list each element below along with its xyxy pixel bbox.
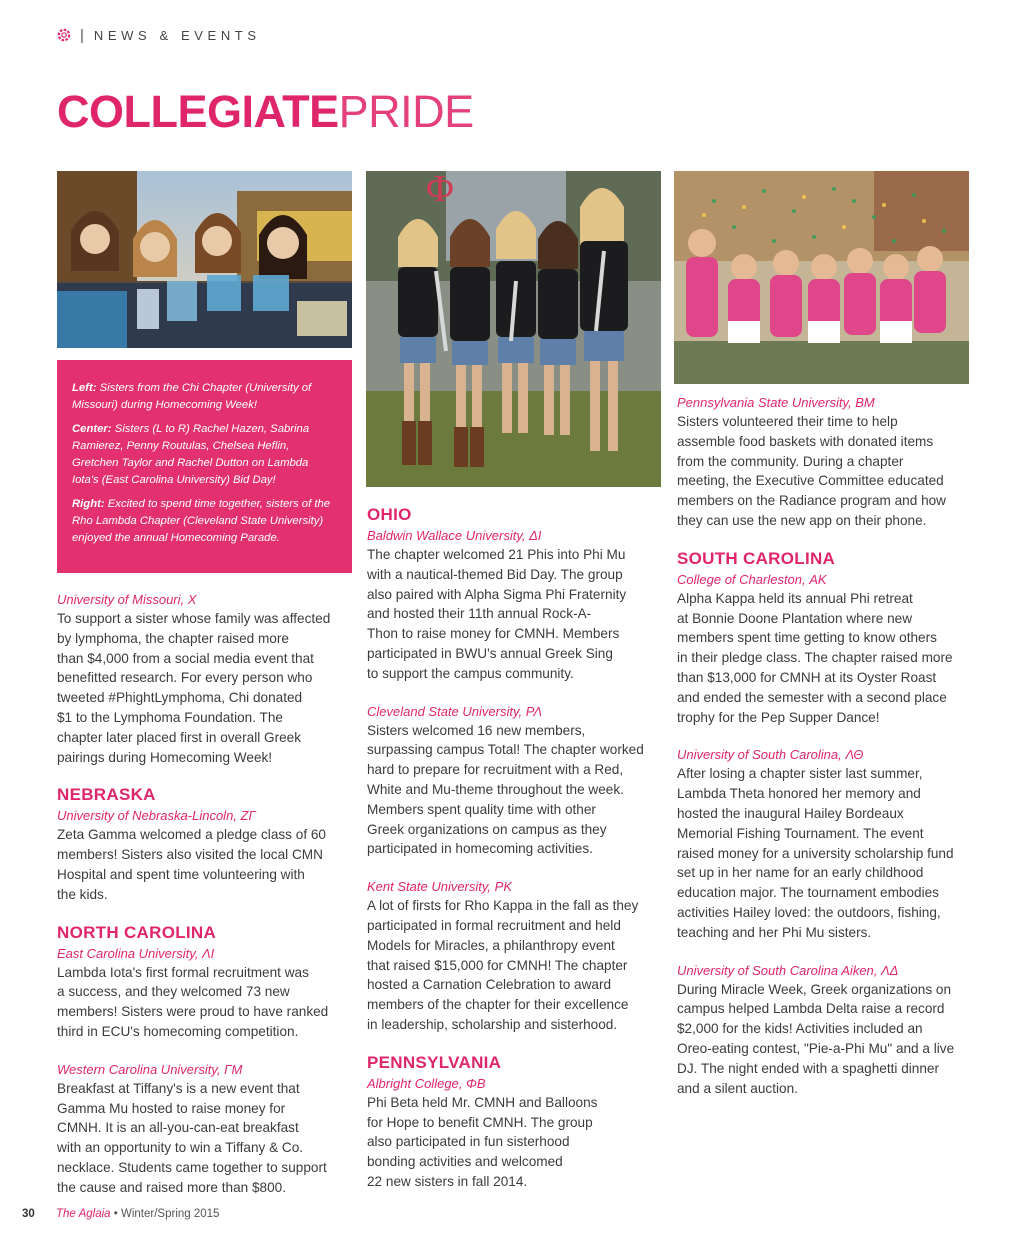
text-line: chapter later placed first in overall Greek — [57, 729, 302, 745]
text-line: tweeted #PhightLymphoma, Chi donated — [57, 690, 303, 706]
text-line: at Bonnie Doone Plantation where new — [677, 610, 913, 626]
text-line: activities Hailey loved: the outdoors, fishing, — [677, 904, 941, 920]
text-line: members of the chapter for their excellence — [367, 997, 629, 1013]
text-line: pairings during Homecoming Week! — [57, 749, 273, 765]
text-line: hosted a Carnation Celebration to award — [367, 977, 612, 993]
text-line: meeting, the Executive Committee educated — [677, 473, 944, 489]
text-line: in leadership, scholarship and sisterhood. — [367, 1016, 618, 1032]
text-line: third in ECU's homecoming competition. — [57, 1023, 299, 1039]
school-heading: Western Carolina University, ΓΜ — [57, 1061, 243, 1077]
article-body — [677, 764, 969, 942]
text-line: in their pledge class. The chapter raised more — [677, 650, 953, 666]
article-body — [57, 1079, 349, 1198]
text-line: hard to prepare for recruitment with a Red, — [367, 762, 624, 778]
caption-right-text: Excited to spend time together, sisters of the Rho Lambda Chapter (Cleveland State University) enjoyed the annual Homecoming Parade. — [72, 498, 331, 544]
caption-center-label: Center: — [72, 423, 112, 435]
article-body — [57, 963, 349, 1042]
article-body — [367, 896, 659, 1035]
text-line: A lot of firsts for Rho Kappa in the fall as they — [367, 898, 639, 914]
text-line: surpassing campus Total! The chapter worked — [367, 742, 644, 758]
text-line: bonding activities and welcomed — [367, 1154, 563, 1170]
text-line: Members spent quality time with other — [367, 801, 596, 817]
text-line: Gamma Mu hosted to raise money for — [57, 1100, 286, 1116]
text-line: teaching and her Phi Mu sisters. — [677, 924, 872, 940]
school-heading: University of Nebraska-Lincoln, ΖΓ — [57, 808, 256, 824]
text-line: trophy for the Pep Supper Dance! — [677, 709, 880, 725]
school-heading: East Carolina University, ΛΙ — [57, 945, 215, 961]
text-line: than $13,000 for CMNH at its Oyster Roast — [677, 669, 937, 685]
text-line: Lambda Iota's first formal recruitment was — [57, 964, 309, 980]
title-light: PRIDE — [338, 86, 474, 137]
text-line: Phi Beta held Mr. CMNH and Balloons — [367, 1094, 598, 1110]
text-line: The chapter welcomed 21 Phis into Phi Mu — [367, 547, 626, 562]
text-line: members spent time getting to know others — [677, 630, 937, 646]
text-line: hosted the inaugural Hailey Bordeaux — [677, 805, 904, 821]
text-line: Thon to raise money for CMNH. Members — [367, 626, 620, 642]
page-number: 30 — [22, 1208, 35, 1220]
text-line: participated in homecoming activities. — [367, 841, 593, 857]
photo-captions — [57, 360, 352, 573]
text-line: CMNH. It is an all-you-can-eat breakfast — [57, 1120, 299, 1136]
issue-label: Winter/Spring 2015 — [121, 1208, 220, 1220]
text-line: and ended the semester with a second place — [677, 689, 947, 705]
caption-right-label: Right: — [72, 498, 105, 510]
text-line: by lymphoma, the chapter raised more — [57, 630, 289, 646]
text-line: $1 to the Lymphoma Foundation. The — [57, 709, 283, 725]
text-line: Zeta Gamma welcomed a pledge class of 60 — [57, 827, 326, 843]
text-line: set up in her name for an early childhood — [677, 865, 924, 881]
title-bold: COLLEGIATE — [57, 86, 339, 137]
text-line: Hospital and spent time volunteering with — [57, 866, 305, 882]
header-separator: | — [80, 26, 84, 44]
text-line: from the community. During a chapter — [677, 453, 904, 469]
text-line: Memorial Fishing Tournament. The event — [677, 825, 924, 841]
text-line: White and Mu-theme throughout the week. — [367, 781, 624, 797]
caption-center — [72, 421, 338, 489]
text-line: members! Sisters also visited the local CMN — [57, 847, 323, 863]
text-line: education major. The tournament embodies — [677, 885, 939, 901]
text-line: to support the campus community. — [367, 665, 574, 681]
text-line: the cause and raised more than $800. — [57, 1179, 286, 1195]
article-body — [677, 589, 969, 728]
caption-right — [72, 496, 338, 547]
section-header — [56, 26, 261, 44]
text-line: benefitted research. For every person who — [57, 670, 313, 686]
text-line: with a nautical-themed Bid Day. The group — [367, 566, 623, 582]
text-line: DJ. The night ended with a spaghetti dinner — [677, 1060, 939, 1076]
photo-sisters-homecoming — [57, 171, 352, 348]
caption-left-label: Left: — [72, 382, 97, 394]
text-line: After losing a chapter sister last summer, — [677, 766, 923, 782]
section-label: NEWS & EVENTS — [93, 27, 261, 43]
text-line: members on the Radiance program and how — [677, 493, 947, 509]
column-2 — [367, 505, 659, 1192]
state-heading: NEBRASKA — [57, 785, 156, 805]
text-line: the kids. — [57, 886, 108, 902]
column-1 — [57, 590, 349, 1198]
state-heading: SOUTH CAROLINA — [677, 548, 836, 568]
text-line: assemble food baskets with donated items — [677, 433, 934, 449]
text-line: Greek organizations on campus as they — [367, 821, 607, 837]
text-line: campus helped Lambda Delta raise a record — [677, 1001, 945, 1017]
article-body — [677, 412, 969, 531]
school-heading: University of South Carolina, ΛΘ — [677, 747, 864, 763]
article-body — [367, 721, 659, 860]
school-heading: University of South Carolina Aiken, ΛΔ — [677, 962, 899, 978]
carnation-icon — [56, 27, 72, 43]
text-line: necklace. Students came together to support — [57, 1159, 327, 1175]
text-line: Alpha Kappa held its annual Phi retreat — [677, 590, 913, 606]
text-line: During Miracle Week, Greek organizations on — [677, 981, 952, 997]
photo-homecoming-parade — [674, 171, 969, 384]
photo-bid-day — [366, 171, 661, 487]
text-line: Breakfast at Tiffany's is a new event that — [57, 1080, 300, 1096]
text-line: 22 new sisters in fall 2014. — [367, 1173, 528, 1189]
school-heading: Baldwin Wallace University, ΔΙ — [367, 528, 542, 543]
column-3 — [677, 393, 969, 1098]
caption-left-text: Sisters from the Chi Chapter (University of Missouri) during Homecoming Week! — [72, 382, 312, 411]
text-line: To support a sister whose family was affected — [57, 611, 331, 626]
text-line: also participated in fun sisterhood — [367, 1134, 570, 1150]
article-body — [57, 825, 349, 904]
text-line: Lambda Theta honored her memory and — [677, 786, 921, 802]
text-line: a success, and they welcomed 73 new — [57, 984, 290, 1000]
school-heading: Cleveland State University, ΡΛ — [367, 703, 543, 719]
text-line: for Hope to benefit CMNH. The group — [367, 1114, 593, 1130]
article-body — [677, 980, 969, 1099]
text-line: they can use the new app on their phone. — [677, 512, 927, 528]
text-line: raised money for a university scholarship fund — [677, 845, 954, 861]
footer-bullet: • — [113, 1208, 118, 1220]
text-line: participated in formal recruitment and held — [367, 917, 621, 933]
text-line: that raised $15,000 for CMNH! The chapter — [367, 957, 628, 973]
page-title — [57, 86, 474, 138]
state-heading: PENNSYLVANIA — [367, 1052, 502, 1072]
text-line: than $4,000 from a social media event that — [57, 650, 314, 666]
state-heading: OHIO — [367, 505, 412, 524]
article-body — [367, 1093, 659, 1192]
caption-left — [72, 380, 338, 414]
svg-text:Φ: Φ — [426, 171, 454, 210]
state-heading: NORTH CAROLINA — [57, 922, 217, 942]
caption-center-text: Sisters (L to R) Rachel Hazen, Sabrina Ramierez, Penny Routulas, Chelsea Heflin, Gretchen Taylor and Rachel Dutton on Lambda Iota's (East Carolina University) Bid Day! — [72, 423, 310, 486]
text-line: participated in BWU's annual Greek Sing — [367, 645, 613, 661]
text-line: Models for Miracles, a philanthropy event — [367, 937, 615, 953]
text-line: Sisters welcomed 16 new members, — [367, 722, 586, 738]
text-line: members! Sisters were proud to have ranked — [57, 1004, 329, 1020]
text-line: and hosted their 11th annual Rock-A- — [367, 606, 592, 622]
school-heading: Kent State University, ΡΚ — [367, 879, 512, 895]
text-line: Oreo-eating contest, "Pie-a-Phi Mu" and a live — [677, 1040, 955, 1056]
text-line: $2,000 for the kids! Activities included an — [677, 1021, 923, 1037]
text-line: with an opportunity to win a Tiffany & Co. — [57, 1140, 304, 1156]
article-body — [57, 609, 349, 767]
school-heading: University of Missouri, Χ — [57, 592, 197, 607]
article-body — [367, 545, 659, 684]
school-heading: Pennsylvania State University, ΒΜ — [677, 395, 875, 410]
text-line: also paired with Alpha Sigma Phi Fraternity — [367, 586, 627, 602]
magazine-name: The Aglaia — [56, 1208, 111, 1220]
school-heading: College of Charleston, ΑΚ — [677, 571, 827, 587]
school-heading: Albright College, ΦΒ — [367, 1075, 486, 1091]
text-line: Sisters volunteered their time to help — [677, 414, 898, 429]
text-line: and a silent auction. — [677, 1080, 798, 1096]
page-footer — [22, 1208, 219, 1220]
